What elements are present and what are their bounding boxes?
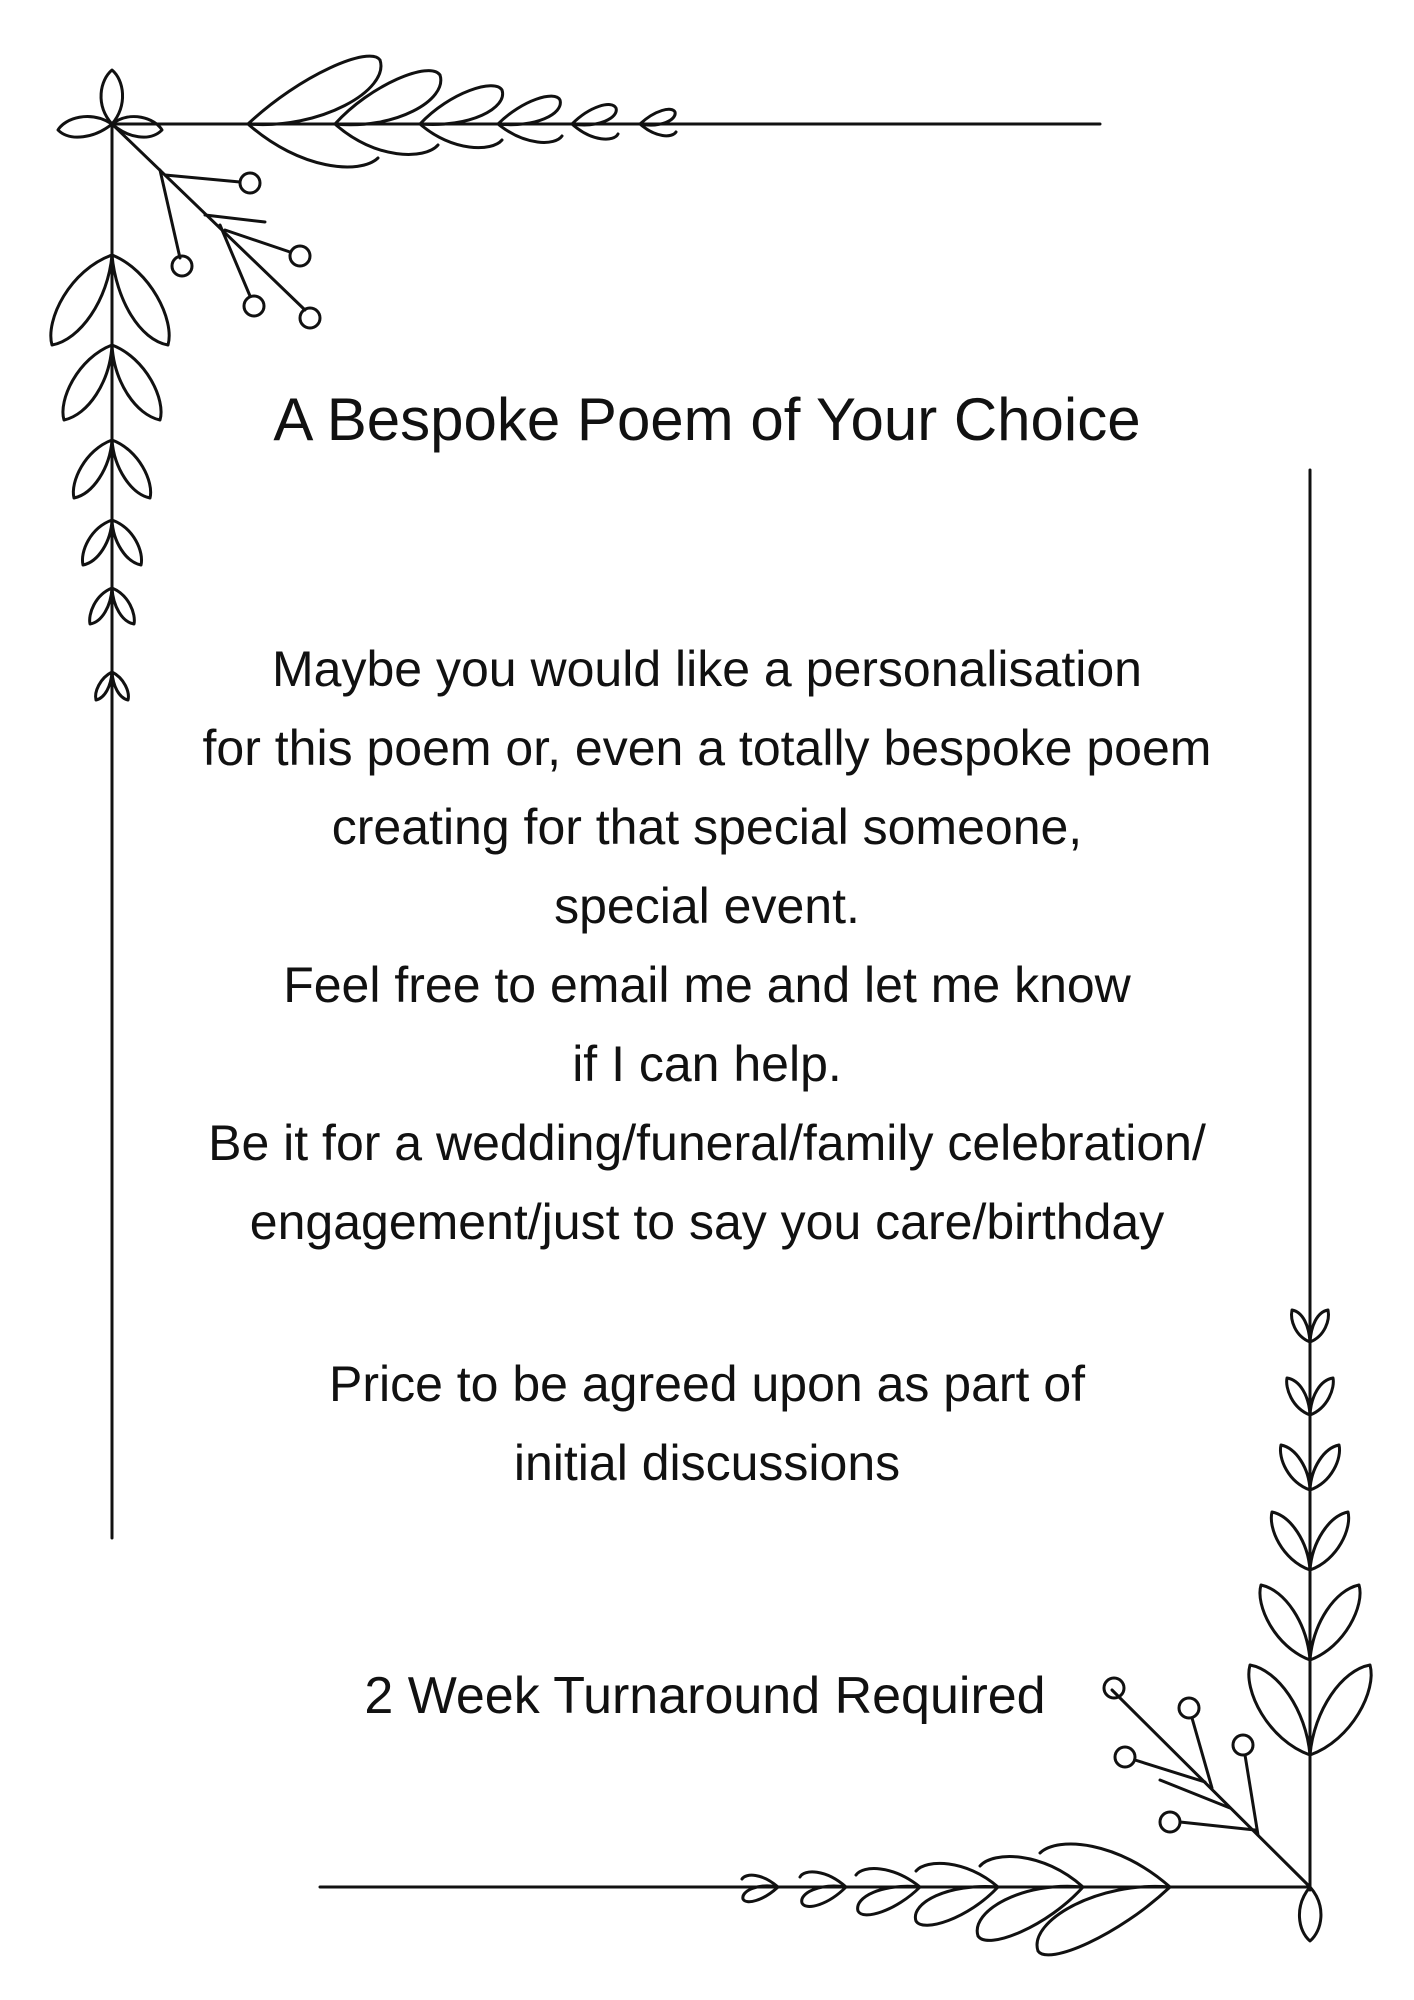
page-title: A Bespoke Poem of Your Choice — [273, 386, 1141, 453]
text-line: initial discussions — [513, 1435, 901, 1491]
text-line: Feel free to email me and let me know — [283, 957, 1131, 1013]
text-line: for this poem or, even a totally bespoke poem — [202, 720, 1212, 776]
text-line: if I can help. — [572, 1036, 842, 1092]
text-line: special event. — [554, 878, 860, 934]
turnaround-notice: 2 Week Turnaround Required — [364, 1667, 1046, 1725]
price-paragraph — [0, 1345, 1414, 1503]
text-line: Be it for a wedding/funeral/family celebration/ — [208, 1115, 1206, 1171]
text-line: engagement/just to say you care/birthday — [249, 1194, 1165, 1250]
text-line: Maybe you would like a personalisation — [272, 641, 1142, 697]
text-line: creating for that special someone, — [331, 799, 1083, 855]
text-line: Price to be agreed upon as part of — [328, 1356, 1086, 1412]
description-paragraph — [0, 630, 1414, 1262]
top-left-branch-icon — [51, 56, 676, 700]
